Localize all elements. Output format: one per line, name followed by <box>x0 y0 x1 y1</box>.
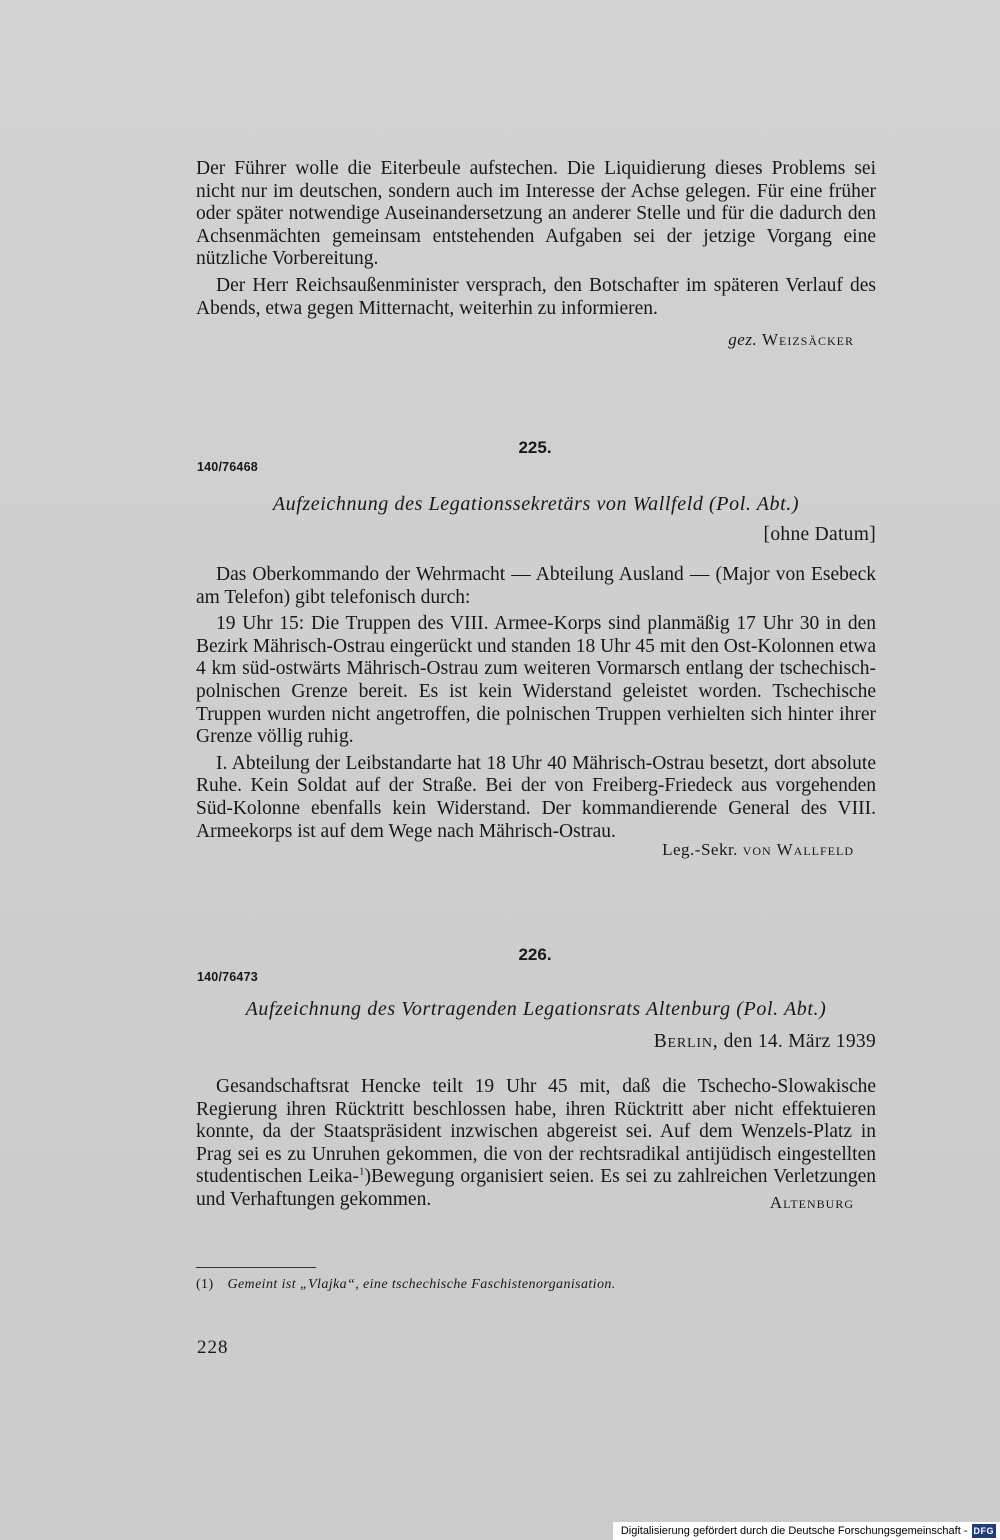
page-number: 228 <box>197 1337 229 1358</box>
doc226-date-place: Berlin, <box>653 1031 719 1052</box>
document-heading-226: Aufzeichnung des Vortragenden Legationsrats Altenburg (Pol. Abt.) <box>245 998 827 1020</box>
doc225-paragraph-3: I. Abteilung der Leibstandarte hat 18 Uhr 40 Mährisch-Ostrau besetzt, dort absolute Ruhe. Kein Soldat auf der Straße. Bei der von Freiberg-Friedeck aus vorgehenden Süd-Kolonne ebenfalls kein Widerstand. Der kommandierende General des VIII. Armeekorps ist auf dem Wege nach Mährisch-Ostrau. <box>196 752 876 842</box>
doc225-signature-name: von Wallfeld <box>742 840 854 859</box>
intro-signature-name: Weizsäcker <box>761 330 854 349</box>
archive-reference-226: 140/76473 <box>197 970 258 984</box>
footnote-marker: (1) <box>196 1277 214 1292</box>
intro-paragraph-2: Der Herr Reichsaußenminister versprach, den Botschafter im späteren Verlauf des Abends, etwa gegen Mitternacht, weiterhin zu informieren. <box>196 274 876 319</box>
document-signature-225 <box>662 840 854 860</box>
intro-paragraph-1: Der Führer wolle die Eiterbeule aufstechen. Die Liquidierung dieses Problems sei nicht nur im deutschen, sondern auch im Interesse der Achse gelegen. Für eine früher oder später notwendige Auseinandersetzung an anderer Stelle und für die dadurch den Achsenmächten gemeinsam entstehenden Aufgaben sei der jetzige Vorgang eine nützliche Vorbereitung. <box>196 158 876 270</box>
document-date-226 <box>654 1031 876 1053</box>
footnote-text: Gemeint ist „Vlajka“, eine tschechische Faschistenorganisation. <box>227 1277 616 1292</box>
doc226-paragraph-1 <box>196 1076 876 1212</box>
digitization-banner <box>613 1522 1000 1540</box>
footnote <box>196 1277 616 1293</box>
document-body-225 <box>196 564 876 843</box>
banner-text: Digitalisierung gefördert durch die Deutsche Forschungsgemeinschaft - <box>620 1525 968 1537</box>
intro-text <box>196 158 876 320</box>
archive-reference-225: 140/76468 <box>197 460 258 474</box>
doc225-signature-prefix: Leg.-Sekr. <box>662 840 738 859</box>
intro-signature-prefix: gez. <box>728 330 758 349</box>
document-number-226: 226. <box>518 945 552 964</box>
document-body-226 <box>196 1076 876 1212</box>
doc225-paragraph-1: Das Oberkommando der Wehrmacht — Abteilung Ausland — (Major von Esebeck am Telefon) gibt telefonisch durch: <box>196 564 876 608</box>
intro-signature <box>728 330 854 350</box>
doc226-text-before-note: Gesandschaftsrat Hencke teilt 19 Uhr 45 mit, daß die Tschecho-Slowakische Regierung ihren Rücktritt beschlossen habe, ihren Rücktritt aber nicht effektuieren konnte, da der Staatspräsident inzwischen abgereist sei. Auf dem Wenzels-Platz in Prag sei es zu Unruhen gekommen, die von der rechtsradikal antijüdisch eingestellten studentischen Leika- <box>196 1076 876 1188</box>
doc226-date-text: den 14. März 1939 <box>723 1031 876 1052</box>
document-date-225: [ohne Datum] <box>763 524 876 545</box>
document-number-225: 225. <box>518 438 552 457</box>
dfg-logo-icon: DFG <box>973 1526 994 1536</box>
doc226-text-after-note: )Bewegung organisiert seien. Es sei zu zahlreichen Verletzungen und Verhaftungen gekommen. <box>196 1166 877 1210</box>
doc225-paragraph-2: 19 Uhr 15: Die Truppen des VIII. Armee-Korps sind planmäßig 17 Uhr 30 in den Bezirk Mährisch-Ostrau eingerückt und standen 18 Uhr 45 mit den Ost-Kolonnen etwa 4 km süd-ostwärts Mährisch-Ostrau zum weiteren Vormarsch entlang der tschechisch-polnischen Grenze bereit. Es ist kein Widerstand geleistet worden. Tschechische Truppen wurden nicht angetroffen, die polnischen Truppen verhielten sich hinter ihrer Grenze völlig ruhig. <box>196 613 876 748</box>
document-signature-226 <box>770 1193 854 1213</box>
footnote-divider <box>196 1267 316 1268</box>
doc226-signature-name: Altenburg <box>769 1193 854 1212</box>
document-heading-225: Aufzeichnung des Legationssekretärs von Wallfeld (Pol. Abt.) <box>272 493 800 515</box>
footnote-reference: 1 <box>359 1165 365 1178</box>
